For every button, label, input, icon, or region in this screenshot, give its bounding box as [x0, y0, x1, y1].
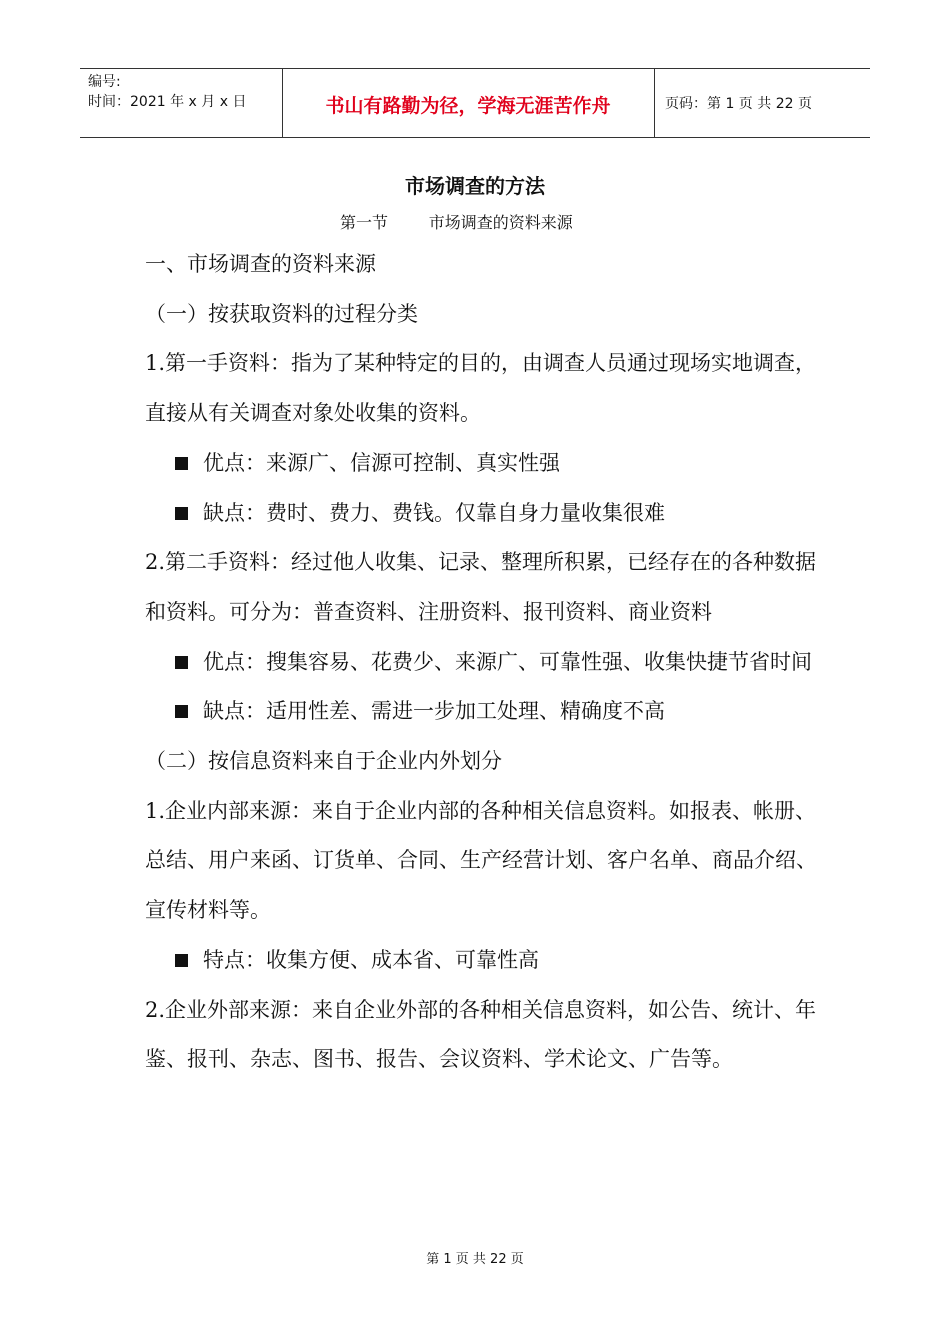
header-left-cell	[80, 69, 283, 137]
paragraph: 1.企业内部来源：来自于企业内部的各种相关信息资料。如报表、帐册、总结、用户来函、订货单、合同、生产经营计划、客户名单、商品介绍、宣传材料等。	[145, 798, 817, 923]
serial-label: 编号:	[88, 74, 121, 90]
square-bullet-icon	[175, 457, 188, 470]
bullet-item: 缺点：费时、费力、费钱。仅靠自身力量收集很难	[145, 489, 835, 539]
page-info: 页码：第 1 页 共 22 页	[665, 96, 812, 112]
date-label: 时间：2021 年 x 月 x 日	[88, 94, 247, 110]
paragraph: 1.第一手资料：指为了某种特定的目的，由调查人员通过现场实地调查，直接从有关调查对象处收集的资料。	[145, 351, 817, 426]
doc-body	[145, 240, 835, 1085]
square-bullet-icon	[175, 954, 188, 967]
motto-text: 书山有路勤为径，学海无涯苦作舟	[325, 95, 611, 117]
bullet-item: 特点：收集方便、成本省、可靠性高	[145, 936, 835, 986]
bullet-item: 缺点：适用性差、需进一步加工处理、精确度不高	[145, 687, 835, 737]
section-heading: 一、市场调查的资料来源	[145, 252, 376, 276]
bullet-item: 优点：来源广、信源可控制、真实性强	[145, 439, 835, 489]
square-bullet-icon	[175, 507, 188, 520]
subsection-heading: （二）按信息资料来自于企业内外划分	[145, 749, 502, 774]
paragraph: 2.企业外部来源：来自企业外部的各种相关信息资料，如公告、统计、年鉴、报刊、杂志、图书、报告、会议资料、学术论文、广告等。	[145, 997, 817, 1072]
header-table	[80, 68, 870, 138]
subsection-heading: （一）按获取资料的过程分类	[145, 301, 418, 326]
bullet-item: 优点：搜集容易、花费少、来源广、可靠性强、收集快捷节省时间	[145, 638, 835, 688]
header-center-cell	[282, 69, 655, 137]
doc-subtitle: 第一节 市场调查的资料来源	[340, 213, 573, 232]
square-bullet-icon	[175, 656, 188, 669]
paragraph: 2.第二手资料：经过他人收集、记录、整理所积累，已经存在的各种数据和资料。可分为：普查资料、注册资料、报刊资料、商业资料	[145, 550, 817, 624]
doc-title: 市场调查的方法	[405, 174, 545, 198]
page-footer: 第 1 页 共 22 页	[426, 1252, 524, 1267]
header-right-cell	[655, 69, 870, 137]
square-bullet-icon	[175, 705, 188, 718]
